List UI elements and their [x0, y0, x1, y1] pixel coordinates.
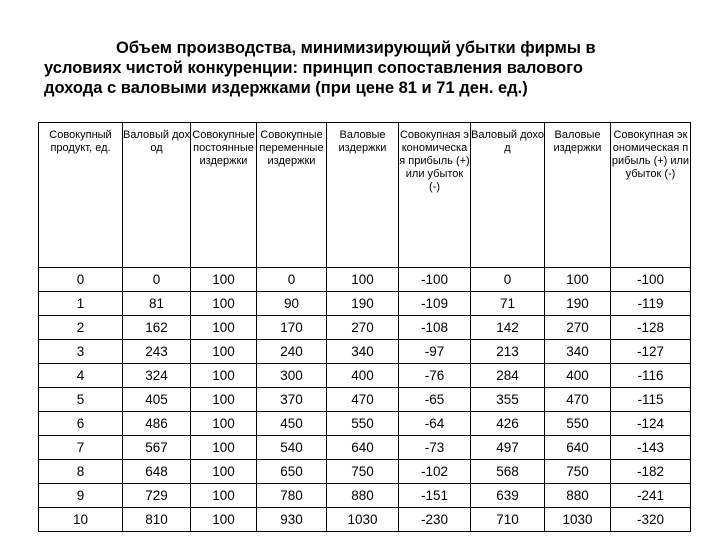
table-cell: 270: [327, 316, 399, 340]
table-row: [39, 436, 691, 460]
table-cell: 7: [39, 436, 123, 460]
header-total-variable-costs: Совокупные переменные издержки: [257, 123, 327, 268]
table-cell: 240: [257, 340, 327, 364]
table-cell: 710: [471, 508, 545, 532]
table-cell: 567: [123, 436, 191, 460]
table-cell: 100: [191, 436, 257, 460]
header-total-costs-81: Валовые издержки: [327, 123, 399, 268]
table-cell: 0: [123, 268, 191, 292]
table-cell: -76: [399, 364, 471, 388]
table-cell: -97: [399, 340, 471, 364]
title-line-3: дохода с валовыми издержками (при цене 81 и 71 ден. ед.): [44, 79, 528, 97]
table-cell: 405: [123, 388, 191, 412]
table-cell: 100: [191, 460, 257, 484]
table-cell: 470: [327, 388, 399, 412]
table-cell: 650: [257, 460, 327, 484]
table-cell: 470: [545, 388, 611, 412]
table-cell: -320: [611, 508, 691, 532]
table-cell: 81: [123, 292, 191, 316]
table-cell: 8: [39, 460, 123, 484]
table-cell: 729: [123, 484, 191, 508]
table-cell: -119: [611, 292, 691, 316]
header-row: [39, 123, 691, 268]
table-cell: -73: [399, 436, 471, 460]
title-line-2: условиях чистой конкуренции: принцип сопоставления валового: [44, 59, 583, 77]
table-cell: -64: [399, 412, 471, 436]
table-row: [39, 292, 691, 316]
table-cell: 400: [545, 364, 611, 388]
header-total-costs-71: Валовые издержки: [545, 123, 611, 268]
table-cell: 243: [123, 340, 191, 364]
table-cell: 0: [39, 268, 123, 292]
table-row: [39, 364, 691, 388]
table-cell: 100: [191, 316, 257, 340]
table-cell: -128: [611, 316, 691, 340]
table-row: [39, 340, 691, 364]
table-cell: 162: [123, 316, 191, 340]
header-total-fixed-costs: Совокупные постоянные издержки: [191, 123, 257, 268]
table-cell: 400: [327, 364, 399, 388]
table-row: [39, 484, 691, 508]
header-total-product: Совокупный продукт, ед.: [39, 123, 123, 268]
table-cell: 810: [123, 508, 191, 532]
table-cell: -241: [611, 484, 691, 508]
table-cell: 750: [545, 460, 611, 484]
table-cell: -182: [611, 460, 691, 484]
table-cell: 324: [123, 364, 191, 388]
table-cell: 5: [39, 388, 123, 412]
table-cell: 355: [471, 388, 545, 412]
table-cell: 10: [39, 508, 123, 532]
table-row: [39, 412, 691, 436]
title-line-1: Объем производства, минимизирующий убытки фирмы в: [116, 39, 596, 57]
header-total-revenue-71: Валовый доход: [471, 123, 545, 268]
table-cell: -230: [399, 508, 471, 532]
table-cell: 370: [257, 388, 327, 412]
table-cell: -100: [611, 268, 691, 292]
page-title: [44, 38, 684, 98]
table-row: [39, 316, 691, 340]
table-row: [39, 268, 691, 292]
table-cell: 100: [191, 364, 257, 388]
table-cell: 880: [545, 484, 611, 508]
table-cell: 170: [257, 316, 327, 340]
table-cell: 90: [257, 292, 327, 316]
table-cell: 100: [327, 268, 399, 292]
header-profit-81: Совокупная экономическая прибыль (+) или убыток (-): [399, 123, 471, 268]
table-cell: 340: [327, 340, 399, 364]
table-cell: -115: [611, 388, 691, 412]
table-cell: 270: [545, 316, 611, 340]
table-cell: 4: [39, 364, 123, 388]
header-profit-71: Совокупная экономическая прибыль (+) или убыток (-): [611, 123, 691, 268]
table-cell: 190: [327, 292, 399, 316]
table-cell: -116: [611, 364, 691, 388]
table-cell: 100: [191, 388, 257, 412]
table-row: [39, 508, 691, 532]
table-cell: -151: [399, 484, 471, 508]
table-cell: 213: [471, 340, 545, 364]
table-cell: -109: [399, 292, 471, 316]
table-cell: 486: [123, 412, 191, 436]
table-cell: 497: [471, 436, 545, 460]
table-row: [39, 388, 691, 412]
table-cell: 640: [327, 436, 399, 460]
table-cell: 2: [39, 316, 123, 340]
table-cell: 780: [257, 484, 327, 508]
table-cell: 100: [545, 268, 611, 292]
table-cell: 1030: [327, 508, 399, 532]
table-cell: 340: [545, 340, 611, 364]
table-cell: 540: [257, 436, 327, 460]
table-cell: -102: [399, 460, 471, 484]
table-cell: 930: [257, 508, 327, 532]
table-cell: 1: [39, 292, 123, 316]
table-cell: 1030: [545, 508, 611, 532]
table-cell: 100: [191, 412, 257, 436]
table-cell: 6: [39, 412, 123, 436]
table-cell: 142: [471, 316, 545, 340]
header-total-revenue-81: Валовый доход: [123, 123, 191, 268]
table-cell: 0: [257, 268, 327, 292]
table-cell: 71: [471, 292, 545, 316]
table-cell: -127: [611, 340, 691, 364]
table-cell: 300: [257, 364, 327, 388]
table-cell: 639: [471, 484, 545, 508]
table-cell: 9: [39, 484, 123, 508]
table-cell: 100: [191, 484, 257, 508]
table-cell: 0: [471, 268, 545, 292]
table-cell: 100: [191, 268, 257, 292]
table-cell: 550: [545, 412, 611, 436]
table-cell: -65: [399, 388, 471, 412]
table-cell: 648: [123, 460, 191, 484]
table-cell: -100: [399, 268, 471, 292]
table-cell: 100: [191, 508, 257, 532]
table-cell: 880: [327, 484, 399, 508]
table-cell: 750: [327, 460, 399, 484]
table-cell: -124: [611, 412, 691, 436]
table-cell: 450: [257, 412, 327, 436]
table-cell: 568: [471, 460, 545, 484]
table-cell: 100: [191, 340, 257, 364]
cost-table: [38, 122, 691, 532]
table-cell: 3: [39, 340, 123, 364]
table-cell: 284: [471, 364, 545, 388]
table-cell: 426: [471, 412, 545, 436]
table-cell: 190: [545, 292, 611, 316]
table-cell: -143: [611, 436, 691, 460]
table-cell: 640: [545, 436, 611, 460]
table-cell: 550: [327, 412, 399, 436]
table-cell: -108: [399, 316, 471, 340]
table-row: [39, 460, 691, 484]
table-cell: 100: [191, 292, 257, 316]
